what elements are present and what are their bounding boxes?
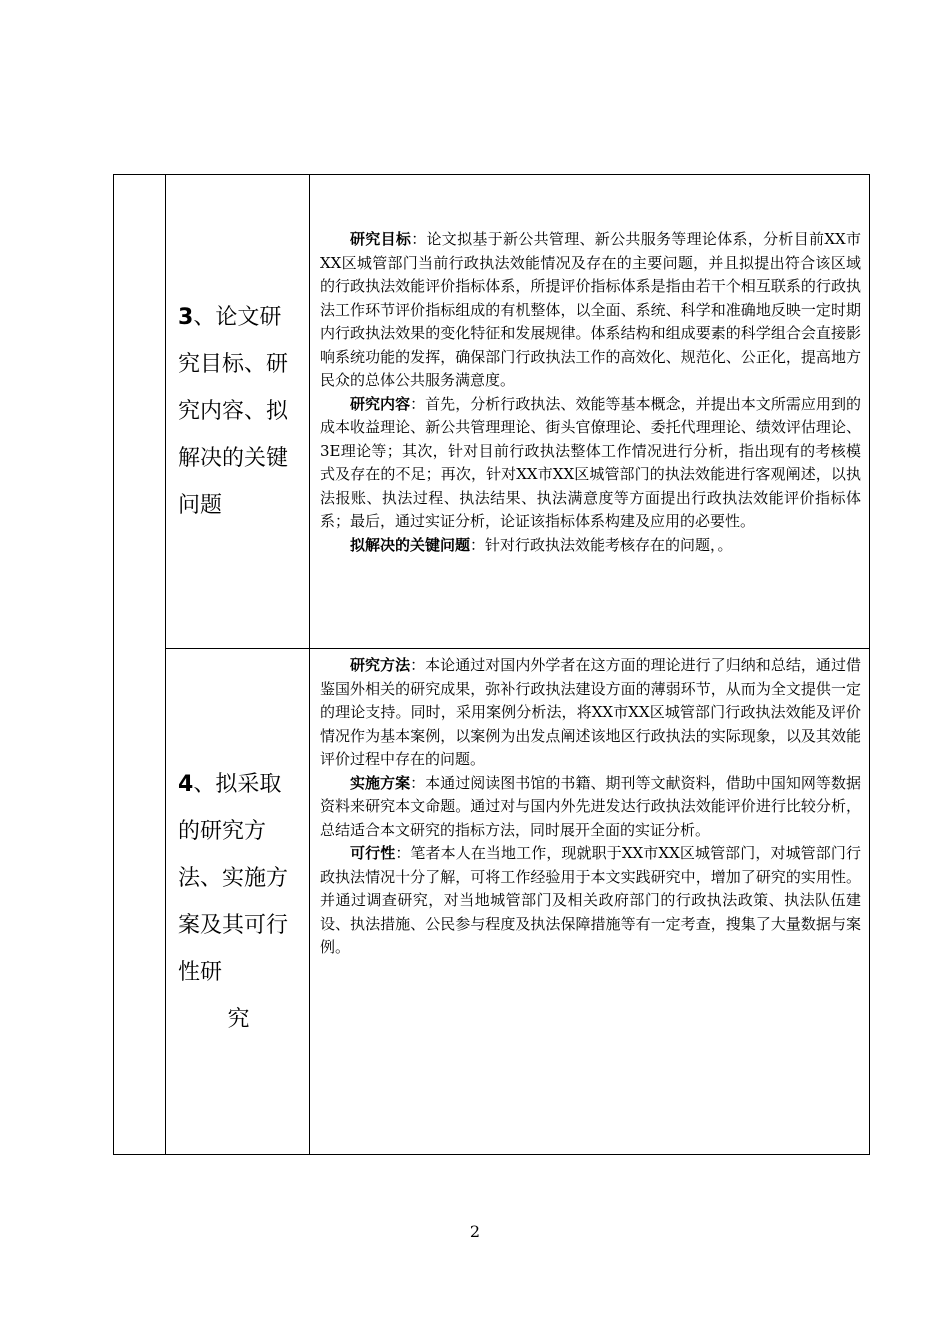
content-block [310,649,869,960]
paragraph-research-method [320,654,861,772]
content-cell [310,649,870,1155]
section-body: ：笔者本人在当地工作，现就职于XX市XX区城管部门，对城管部门行政执法情况十分了解，可将工作经验用于本文实践研究中，增加了研究的实用性。并通过调查研究，对当地城管部门及相关政府部门的行政执法政策、执法队伍建设、执法措施、公民参与程度及执法保障措施等有一定考查，搜集了大量数据与案例。 [320,844,861,956]
table-row-methods [114,649,870,1155]
section-body: ：本论通过对国内外学者在这方面的理论进行了归纳和总结，通过借鉴国外相关的研究成果，弥补行政执法建设方面的薄弱环节，从而为全文提供一定的理论支持。同时，采用案例分析法，将XX市XX区城管部门行政执法效能及评价情况作为基本案例，以案例为出发点阐述该地区行政执法的实际现象，以及其效能评价过程中存在的问题。 [320,656,861,768]
paragraph-implementation-plan [320,772,861,843]
section-heading: 研究目标 [350,230,412,248]
paragraph-research-content [320,393,861,534]
table-row-objectives [114,175,870,649]
paragraph-key-problems [320,534,861,558]
row-label-text: 、论文研究目标、研究内容、拟解决的关键问题 [178,305,289,518]
section-body: ：论文拟基于新公共管理、新公共服务等理论体系，分析目前XX市XX区城管部门当前行政执法效能情况及存在的主要问题，并且拟提出符合该区域的行政执法效能评价指标体系，所提评价指标体系是指由若干个相互联系的行政执法工作环节评价指标组成的有机整体，以全面、系统、科学和准确地反映一定时期内行政执法效果的变化特征和发展规律。体系结构和组成要素的科学组合会直接影响系统功能的发挥，确保部门行政执法工作的高效化、规范化、公正化，提高地方民众的总体公共服务满意度。 [320,230,861,389]
content-cell [310,175,870,649]
row-label-cell [166,649,310,1155]
paragraph-feasibility [320,842,861,960]
row-label [166,761,309,1043]
section-heading: 拟解决的关键问题 [350,535,471,554]
row-label-text: 、拟采取的研究方法、实施方案及其可行性研 [178,771,289,985]
section-body: ：本通过阅读图书馆的书籍、期刊等文献资料，借助中国知网等数据资料来研究本文命题。通过对与国内外先进发达行政执法效能评价进行比较分析，总结适合本文研究的指标方法，同时展开全面的实证分析。 [320,773,861,839]
section-heading: 研究内容 [350,394,411,413]
row-label [166,294,309,529]
row-label-last-char: 究 [227,1006,250,1032]
page-number: 2 [469,1222,481,1241]
row-label-number: 3 [178,305,194,330]
section-heading: 研究方法 [350,656,411,674]
content-block [310,175,869,557]
section-heading: 实施方案 [350,773,411,792]
section-body: ：首先，分析行政执法、效能等基本概念，并提出本文所需应用到的成本收益理论、新公共管理理论、街头官僚理论、委托代理理论、绩效评估理论、3E理论等；其次，针对目前行政执法整体工作情况进行分析，指出现有的考核模式及存在的不足；再次，针对XX市XX区城管部门的执法效能进行客观阐述，以执法报账、执法过程、执法结果、执法满意度等方面提出行政执法效能评价指标体系；最后，通过实证分析，论证该指标体系构建及应用的必要性。 [320,394,861,530]
row-label-number: 4 [178,771,194,797]
row-label-cell [166,175,310,649]
paragraph-research-goal [320,228,861,393]
section-heading: 可行性 [350,844,396,862]
proposal-table [113,174,870,1155]
blank-left-cell [114,175,166,1155]
section-body: ：针对行政执法效能考核存在的问题，。 [470,535,733,554]
